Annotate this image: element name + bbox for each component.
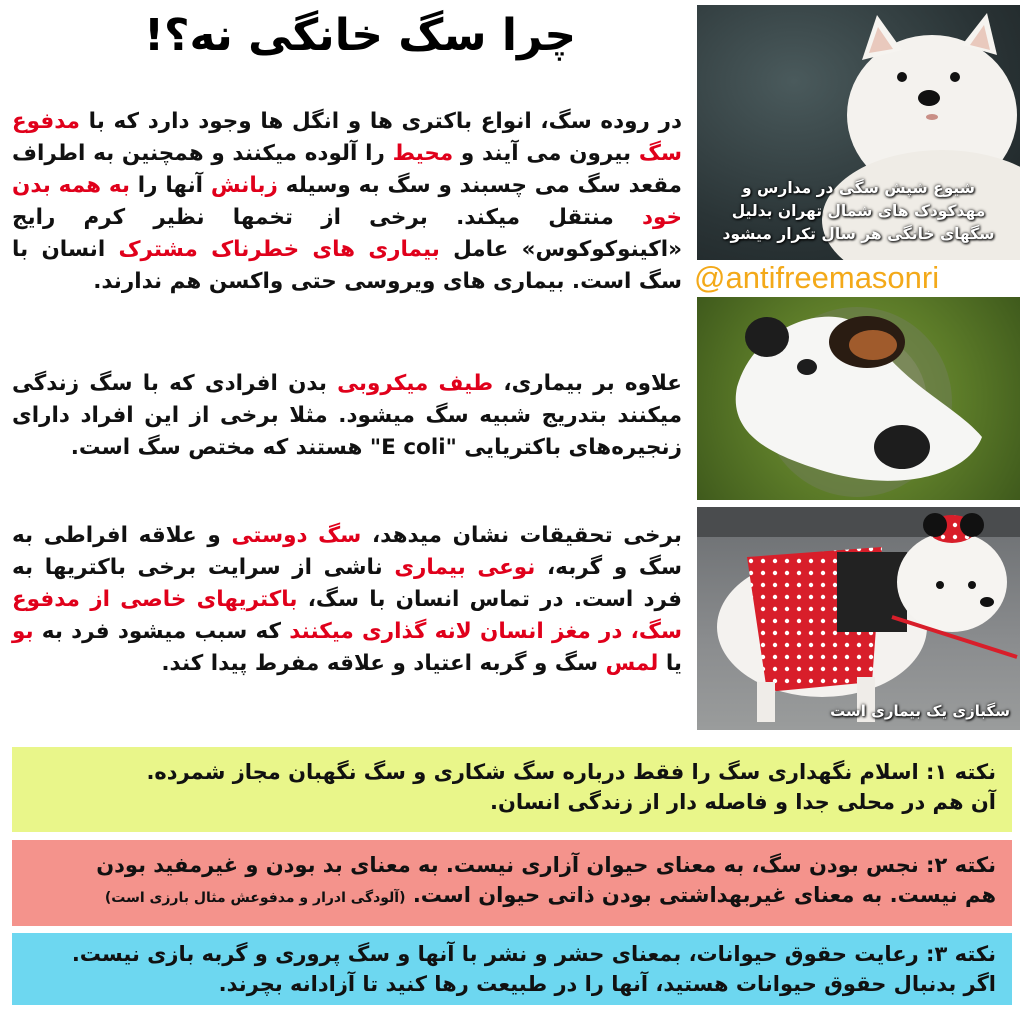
text-segment: ناشی از سرایت برخی باکتریها به فرد است. در تماس انسان با سگ، [12, 555, 682, 612]
highlighted-phrase: لمس [605, 651, 659, 676]
page-title: چرا سگ خانگی نه؟! [143, 10, 577, 61]
highlighted-phrase: به همه بدن خود [12, 173, 682, 230]
highlighted-phrase: بو [12, 619, 34, 644]
note-3-box [12, 933, 1012, 1005]
note-1-line-1: نکته ۱: اسلام نگهداری سگ را فقط درباره سگ شکاری و سگ نگهبان مجاز شمرده. [146, 760, 996, 784]
caption-line: سگهای خانگی هر سال تکرار میشود [722, 225, 995, 243]
dressed-dog-image [697, 507, 1020, 730]
highlighted-phrase: زبانش [210, 173, 278, 198]
highlighted-phrase: سگ دوستی [231, 523, 362, 548]
text-segment: یا [658, 651, 682, 676]
note-3-line-1: نکته ۳: رعایت حقوق حیوانات، بمعنای حشر و نشر با آنها و سگ پروری و گربه بازی نیست. [71, 942, 996, 966]
note-1-box [12, 747, 1012, 832]
terrier-photo [697, 5, 1020, 260]
note-2-line-1: نکته ۲: نجس بودن سگ، به معنای حیوان آزاری نیست. به معنای بد بودن و غیرمفید بودن [96, 853, 996, 877]
highlighted-phrase: بیماری های خطرناک مشترک [118, 237, 440, 262]
text-segment: منتقل میکند. برخی از تخمها نظیر کرم رایج «اکینوکوکوس» عامل [12, 205, 682, 262]
terrier-photo-caption [705, 177, 1012, 246]
text-segment: که سبب میشود فرد به [33, 619, 290, 644]
note-2-line-2: هم نیست. به معنای غیربهداشتی بودن ذاتی حیوان است. [412, 883, 996, 907]
paragraph-research-findings [12, 520, 682, 710]
text-segment: در روده سگ، انواع باکتری ها و انگل ها وجود دارد که با [79, 109, 682, 134]
text-segment: علاوه بر بیماری، [493, 371, 682, 396]
text-segment: بیرون می آیند و [453, 141, 639, 166]
text-segment: آنها را [129, 173, 211, 198]
note-2-aside: (آلودگی ادرار و مدفوعش مثال بارزی است) [104, 890, 406, 906]
text-segment: انسان با سگ است. بیماری های ویروسی حتی واکسن هم ندارند. [12, 237, 682, 294]
note-3-line-2: اگر بدنبال حقوق حیوانات هستید، آنها را در طبیعت رها کنید تا آزادانه بچرند. [218, 972, 996, 996]
note-2-line-2-wrap [28, 880, 996, 913]
highlighted-phrase: باکتریهای خاصی از مدفوع سگ، در مغز انسان لانه گذاری میکنند [12, 587, 682, 644]
highlighted-phrase: نوعی بیماری [394, 555, 536, 580]
paragraph-microbial-spectrum [12, 368, 682, 484]
text-segment: بدن افرادی که با سگ زندگی میکنند بتدریج شبیه سگ میشود. مثلا برخی از این افراد دارای زنجیره‌های باکتریایی "E coli" هستند که مختص سگ است. [12, 371, 682, 460]
text-segment: و علاقه افراطی به سگ و گربه، [12, 523, 682, 580]
paragraph-intestine-bacteria [12, 106, 682, 328]
caption-line: شیوع شپش سگی در مدارس و [742, 179, 975, 197]
spinning-dog-photo [697, 297, 1020, 500]
text-segment: را آلوده میکنند و همچنین به اطراف مقعد سگ می چسبند و سگ به وسیله [12, 141, 682, 198]
dressed-dog-photo [697, 507, 1020, 730]
watermark-handle: @antifreemasonri [694, 260, 940, 295]
highlighted-phrase: مدفوع سگ [12, 109, 682, 166]
highlighted-phrase: طیف میکروبی [337, 371, 494, 396]
spinning-dog-image [697, 297, 1020, 500]
text-segment: سگ و گربه اعتیاد و علاقه مفرط پیدا کند. [161, 651, 606, 676]
highlighted-phrase: محیط [392, 141, 454, 166]
caption-line: مهدکودک های شمال تهران بدلیل [731, 202, 986, 220]
note-1-line-2: آن هم در محلی جدا و فاصله دار از زندگی انسان. [490, 790, 996, 814]
note-2-box [12, 840, 1012, 926]
dressed-dog-caption: سگبازی یک بیماری است [830, 702, 1010, 720]
text-segment: برخی تحقیقات نشان میدهد، [361, 523, 682, 548]
